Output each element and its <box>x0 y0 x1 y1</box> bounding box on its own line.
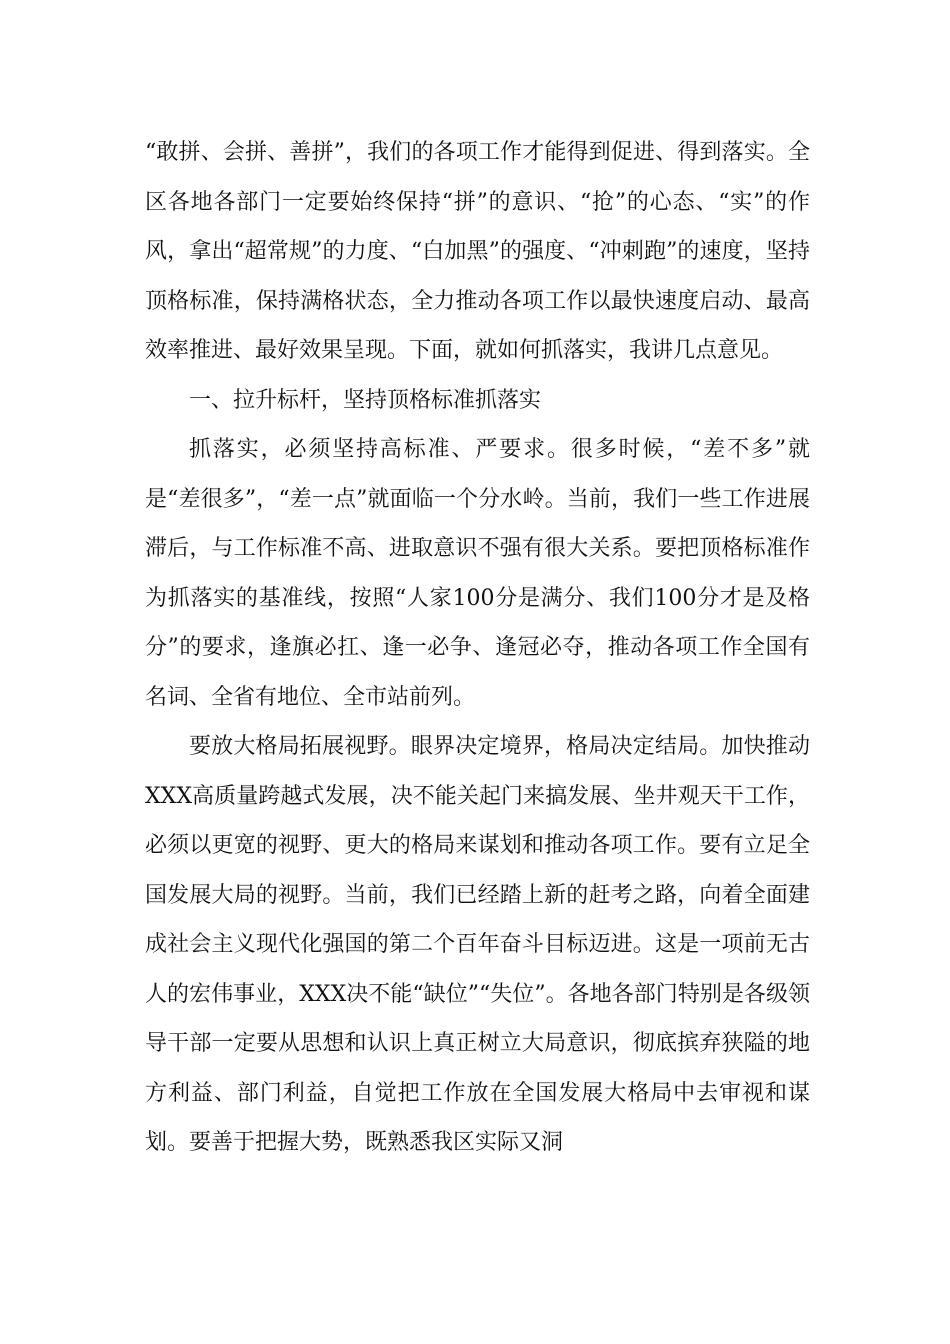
paragraph-standards: 抓落实，必须坚持高标准、严要求。很多时候，“差不多”就是“差很多”，“差一点”就面临一个分水岭。当前，我们一些工作进展滞后，与工作标准不高、进取意识不强有很大关系。要把顶格标准作为抓落实的基准线，按照“人家100分是满分、我们100分才是及格分”的要求，逢旗必扛、逢一必争、逢冠必夺，推动各项工作全国有名词、全省有地位、全市站前列。 <box>145 437 810 710</box>
paragraph-vision: 要放大格局拓展视野。眼界决定境界，格局决定结局。加快推动XXX高质量跨越式发展，决不能关起门来搞发展、坐井观天干工作，必须以更宽的视野、更大的格局来谋划和推动各项工作。要有立足全国发展大局的视野。当前，我们已经踏上新的赶考之路，向着全面建成社会主义现代化强国的第二个百年奋斗目标迈进。这是一项前无古人的宏伟事业，XXX决不能“缺位”“失位”。各地各部门特别是各级领导干部一定要从思想和认识上真正树立大局意识，彻底摈弃狭隘的地方利益、部门利益，自觉把工作放在全国发展大格局中去审视和谋划。要善于把握大势，既熟悉我区实际又洞 <box>145 734 810 1155</box>
document-body <box>145 128 810 1168</box>
section-heading: 一、拉升标杆，坚持顶格标准抓落实 <box>189 387 542 413</box>
paragraph-intro-continuation: “敢拼、会拼、善拼”，我们的各项工作才能得到促进、得到落实。全区各地各部门一定要始终保持“拼”的意识、“抢”的心态、“实”的作风，拿出“超常规”的力度、“白加黑”的强度、“冲刺跑”的速度，坚持顶格标准，保持满格状态，全力推动各项工作以最快速度启动、最高效率推进、最好效果呈现。下面，就如何抓落实，我讲几点意见。 <box>145 140 810 363</box>
